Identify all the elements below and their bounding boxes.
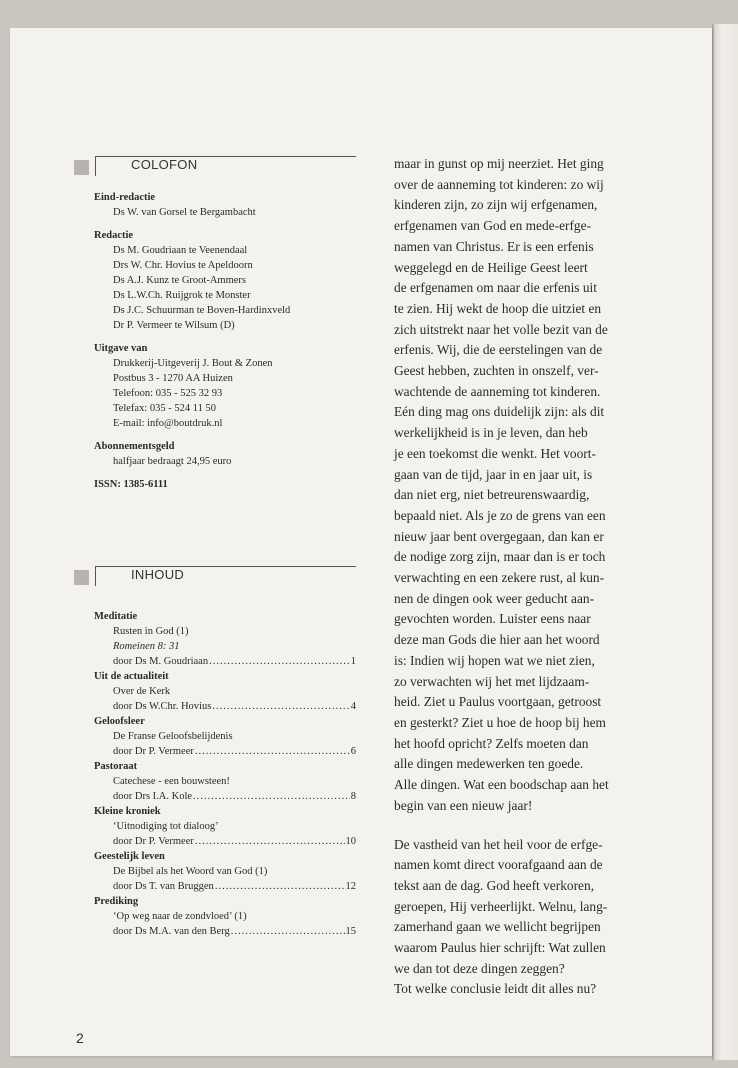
dot-leader — [195, 744, 350, 759]
article-line: zamerhand gaan we wellicht begrijpen — [394, 919, 601, 935]
dot-leader — [212, 699, 349, 714]
eind-redactie-line: Ds W. van Gorsel te Bergambacht — [113, 207, 256, 218]
article-line: en gesterkt? Ziet u hoe de hoop bij hem — [394, 714, 606, 730]
toc-entry-title: Over de Kerk — [113, 686, 171, 697]
colofon-title: COLOFON — [131, 157, 198, 172]
toc-entry-author: door Drs I.A. Kole — [113, 791, 193, 802]
article-line: heid. Ziet u Paulus voortgaan, getroost — [394, 694, 602, 710]
uitgave-email: E-mail: info@boutdruk.nl — [113, 418, 223, 429]
inhoud-title: INHOUD — [131, 567, 185, 582]
redactie-line: Ds M. Goudriaan te Veenendaal — [113, 245, 248, 256]
uitgave-line: Telefax: 035 - 524 11 50 — [113, 403, 216, 414]
article-line: te zien. Hij wekt de hoop die uitziet en — [394, 300, 602, 316]
article-line: wachtende de aanneming tot kinderen. — [394, 383, 601, 399]
toc-entry-title: Rusten in God (1) — [113, 626, 189, 637]
toc-section-heading: Geestelijk leven — [94, 851, 165, 862]
article-line: kinderen zijn, zo zijn wij erfgenamen, — [394, 197, 598, 213]
article-line: Geest hebben, zuchten in onszelf, ver- — [394, 363, 599, 379]
inhoud-header — [74, 566, 356, 586]
toc-entry-author: door Ds M. Goudriaan — [113, 656, 209, 667]
magazine-page — [10, 28, 712, 1056]
article-line: zich uitstrekt naar het volle bezit van de — [394, 321, 608, 337]
article-line: geroepen, Hij verheerlijkt. Welnu, lang- — [394, 898, 608, 914]
article-line: over de aanneming tot kinderen: zo wij — [394, 176, 604, 192]
uitgave-line: Postbus 3 - 1270 AA Huizen — [113, 373, 233, 384]
toc-entry-page: 1 — [350, 656, 356, 667]
toc-entry-author: door Dr P. Vermeer — [113, 746, 194, 757]
toc-entry-title: Catechese - een bouwsteen! — [113, 776, 230, 787]
toc-entry-title: De Bijbel als het Woord van God (1) — [113, 866, 268, 877]
toc-section-heading: Meditatie — [94, 611, 138, 622]
toc-entry-page: 12 — [345, 881, 356, 892]
toc-entry-page: 10 — [345, 836, 356, 847]
toc-entry-title: ‘Uitnodiging tot dialoog’ — [113, 821, 219, 832]
article-line: nen de dingen ook weer geducht aan- — [394, 590, 595, 606]
article-line: werkelijkheid is in je leven, dan heb — [394, 425, 588, 441]
article-line: deze man Gods die hier aan het woord — [394, 632, 600, 648]
article-line: verwachting en een zekere rust, al kun- — [394, 570, 605, 586]
issn: ISSN: 1385-6111 — [94, 479, 168, 490]
inhoud-rule-left — [95, 566, 96, 586]
toc-entry-author: door Ds W.Chr. Hovius — [113, 701, 212, 712]
article-line: weggelegd en de Heilige Geest leert — [394, 259, 588, 275]
redactie-line: Drs W. Chr. Hovius te Apeldoorn — [113, 260, 253, 271]
article-line: namen komt direct voorafgaand aan de — [394, 857, 603, 873]
toc-section-heading: Kleine kroniek — [94, 806, 161, 817]
dot-leader — [231, 924, 345, 939]
redactie-heading: Redactie — [94, 230, 134, 241]
page-number: 2 — [76, 1030, 84, 1046]
article-line: zo verwachten wij het met lijdzaam- — [394, 673, 590, 689]
article-paragraph-2 — [394, 835, 672, 1001]
inhoud-marker — [74, 570, 89, 585]
uitgave-heading: Uitgave van — [94, 343, 148, 354]
colofon-marker — [74, 160, 89, 175]
toc-entry-author-line — [94, 789, 356, 804]
toc-entry-page: 15 — [345, 926, 356, 937]
article-line: dan niet erg, niet betreurenswaardig, — [394, 487, 590, 503]
article-line: alle dingen medewerken ten goede. — [394, 756, 584, 772]
article-line: Eén ding mag ons duidelijk zijn: als dit — [394, 404, 605, 420]
article-line: gevochten worden. Luister eens naar — [394, 611, 591, 627]
toc-entry-reference: Romeinen 8: 31 — [113, 641, 180, 652]
article-line: Tot welke conclusie leidt dit alles nu? — [394, 981, 597, 997]
colofon-body — [94, 190, 356, 492]
article-line: waarom Paulus hier schrijft: Wat zullen — [394, 940, 606, 956]
toc-entry-page: 6 — [350, 746, 356, 757]
toc-entry-author-line — [94, 879, 356, 894]
toc-entry-page: 4 — [350, 701, 356, 712]
article-line: erfgenamen van God en mede-erfge- — [394, 218, 592, 234]
redactie-line: Ds L.W.Ch. Ruijgrok te Monster — [113, 290, 251, 301]
article-line: De vastheid van het heil voor de erfge- — [394, 836, 603, 852]
eind-redactie-heading: Eind-redactie — [94, 192, 156, 203]
toc-entry-author-line — [94, 654, 356, 669]
abonnement-heading: Abonnementsgeld — [94, 441, 175, 452]
redactie-line: Ds J.C. Schuurman te Boven-Hardinxveld — [113, 305, 291, 316]
dot-leader — [209, 654, 350, 669]
toc-entry-author-line — [94, 924, 356, 939]
article-column — [394, 154, 672, 1000]
article-line: Alle dingen. Wat een boodschap aan het — [394, 777, 609, 793]
colofon-header — [74, 156, 356, 176]
article-line: tekst aan de dag. God heeft verkoren, — [394, 877, 595, 893]
article-paragraph-1 — [394, 154, 672, 817]
toc-entry-author-line — [94, 699, 356, 714]
dot-leader — [195, 834, 345, 849]
toc-section-heading: Uit de actualiteit — [94, 671, 169, 682]
redactie-line: Dr P. Vermeer te Wilsum (D) — [113, 320, 235, 331]
table-of-contents — [94, 609, 356, 939]
toc-entry-title: ‘Op weg naar de zondvloed’ (1) — [113, 911, 247, 922]
dot-leader — [193, 789, 350, 804]
uitgave-line: Telefoon: 035 - 525 32 93 — [113, 388, 223, 399]
abonnement-line: halfjaar bedraagt 24,95 euro — [113, 456, 232, 467]
article-line: gaan van de tijd, jaar in en jaar uit, is — [394, 466, 593, 482]
article-line: maar in gunst op mij neerziet. Het ging — [394, 156, 604, 171]
toc-entry-author: door Ds T. van Bruggen — [113, 881, 214, 892]
colofon-rule-left — [95, 156, 96, 176]
article-line: nieuw jaar bent overgegaan, dan kan er — [394, 528, 604, 544]
toc-section-heading: Pastoraat — [94, 761, 138, 772]
toc-entry-page: 8 — [350, 791, 356, 802]
toc-entry-author-line — [94, 834, 356, 849]
toc-entry-title: De Franse Geloofsbelijdenis — [113, 731, 233, 742]
article-line: de erfgenamen om naar die erfenis uit — [394, 280, 597, 296]
toc-section-heading: Geloofsleer — [94, 716, 145, 727]
article-line: we dan tot deze dingen zeggen? — [394, 960, 565, 976]
dot-leader — [215, 879, 345, 894]
redactie-line: Ds A.J. Kunz te Groot-Ammers — [113, 275, 246, 286]
toc-entry-author: door Ds M.A. van den Berg — [113, 926, 230, 937]
facing-page-edge — [712, 24, 738, 1060]
article-line: namen van Christus. Er is een erfenis — [394, 238, 594, 254]
article-line: is: Indien wij hopen wat we niet zien, — [394, 652, 595, 668]
toc-entry-author: door Dr P. Vermeer — [113, 836, 194, 847]
article-line: bepaald niet. Als je zo de grens van een — [394, 507, 606, 523]
toc-section-heading: Prediking — [94, 896, 139, 907]
article-line: erfenis. Wij, die de eerstelingen van de — [394, 342, 603, 358]
article-line: de nodige zorg zijn, maar dan is er toch — [394, 549, 606, 565]
article-line: begin van een nieuw jaar! — [394, 797, 533, 813]
article-line: het hoofd opricht? Zelfs moeten dan — [394, 735, 589, 751]
article-line: je een toekomst die wenkt. Het voort- — [394, 445, 596, 461]
uitgave-line: Drukkerij-Uitgeverij J. Bout & Zonen — [113, 358, 273, 369]
toc-entry-author-line — [94, 744, 356, 759]
